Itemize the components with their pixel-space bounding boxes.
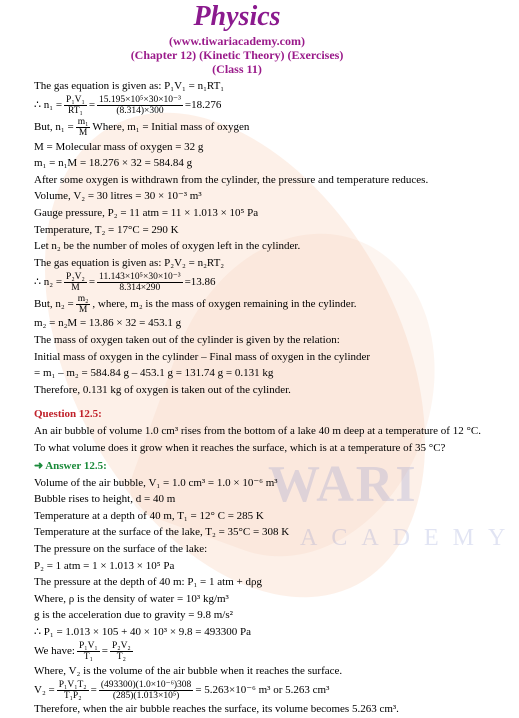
- denominator: T₂: [116, 652, 126, 663]
- text-line: M = Molecular mass of oxygen = 32 g: [34, 140, 204, 153]
- fraction: [110, 641, 133, 662]
- fraction: [57, 680, 89, 701]
- arrow-right-icon: ➜: [34, 460, 44, 473]
- denominator: (285)(1.013×10⁵): [112, 690, 180, 701]
- numerator: P₂V₂: [66, 271, 85, 282]
- formula-n2: [34, 271, 454, 293]
- formula-lhs: We have:: [34, 645, 75, 658]
- text-line: Bubble rises to height, d = 40 m: [34, 493, 176, 506]
- fraction: [97, 95, 183, 116]
- result: =18.276: [184, 99, 222, 112]
- denominator: 8.314×290: [119, 282, 161, 293]
- numerator: 11.143×10⁵×30×10⁻³: [99, 271, 181, 282]
- result: =13.86: [184, 276, 216, 289]
- page-title: Physics: [193, 1, 281, 32]
- denominator: M: [78, 304, 88, 315]
- text-line: The mass of oxygen taken out of the cylinder is given by the relation:: [34, 333, 340, 346]
- question-text: To what volume does it grow when it reaches the surface, which is at a temperature of 35 °C?: [34, 441, 446, 454]
- denominator: T₁P₂: [63, 690, 82, 701]
- text-line: The pressure at the depth of 40 m: P₁ = 1 atm + dρg: [34, 576, 262, 589]
- formula-gas-law: [34, 641, 454, 663]
- formula-mass-2: [34, 293, 454, 315]
- text-line: m₂ = n₂M = 13.86 × 32 = 453.1 g: [34, 317, 182, 330]
- denominator: M: [71, 282, 80, 293]
- fraction: [97, 272, 183, 293]
- watermark-subtext: ACADEMY: [300, 525, 519, 551]
- site-link[interactable]: (www.tiwariacademy.com): [169, 34, 305, 48]
- text-line: The gas equation is given as: P₂V₂ = n₂RT₂: [34, 256, 225, 269]
- text-line: Let n₂ be the number of moles of oxygen left in the cylinder.: [34, 240, 301, 253]
- formula-n1: [34, 95, 454, 117]
- equals: =: [90, 683, 97, 696]
- denominator: RT₁: [67, 106, 83, 117]
- numerator: m₂: [77, 293, 89, 304]
- text-line: g is the acceleration due to gravity = 9.8 m/s²: [34, 609, 233, 622]
- equals: =: [101, 645, 108, 658]
- text-line: Temperature at a depth of 40 m, T₁ = 12° C = 285 K: [34, 509, 264, 522]
- fraction: [76, 294, 91, 315]
- text-line: Temperature at the surface of the lake, T₂ = 35°C = 308 K: [34, 526, 290, 539]
- numerator: m₁: [77, 117, 89, 128]
- answer-label: Answer 12.5:: [45, 460, 107, 473]
- text-line: The pressure on the surface of the lake:: [34, 543, 208, 556]
- numerator: P₁V₁T₂: [58, 679, 87, 690]
- text-line: Therefore, when the air bubble reaches the surface, its volume becomes 5.263 cm³.: [34, 703, 399, 716]
- text-span: , where, m₂ is the mass of oxygen remaining in the cylinder.: [92, 298, 357, 311]
- text-line: ∴ P₁ = 1.013 × 105 + 40 × 10³ × 9.8 = 493300 Pa: [34, 626, 251, 639]
- denominator: T₁: [83, 652, 93, 663]
- text-line: Temperature, T₂ = 17°C = 290 K: [34, 223, 179, 236]
- numerator: P₁V₁: [78, 641, 98, 652]
- denominator: (8.314)×300: [116, 106, 164, 117]
- numerator: P₂V₂: [111, 641, 131, 652]
- fraction: [76, 117, 91, 138]
- formula-lhs: V₂ =: [34, 683, 55, 696]
- denominator: M: [78, 128, 88, 139]
- text-span: Where, m₁ = Initial mass of oxygen: [92, 121, 250, 134]
- numerator: (493300)(1.0×10⁻⁶)308: [100, 679, 192, 690]
- text-line: = m₁ – m₂ = 584.84 g – 453.1 g = 131.74 g = 0.131 kg: [34, 367, 274, 380]
- formula-lhs: ∴ n₂ =: [34, 276, 63, 289]
- fraction: [77, 641, 100, 662]
- question-text: An air bubble of volume 1.0 cm³ rises from the bottom of a lake 40 m deep at a temperature of 12 °C.: [34, 424, 481, 437]
- document-body: [34, 78, 481, 718]
- class-label: (Class 11): [212, 62, 262, 76]
- result: = 5.263×10⁻⁶ m³ or 5.263 cm³: [195, 683, 330, 696]
- answer-heading: [34, 458, 454, 475]
- formula-lhs: ∴ n₁ =: [34, 99, 63, 112]
- text-line: Gauge pressure, P₂ = 11 atm = 11 × 1.013 × 10⁵ Pa: [34, 206, 259, 219]
- fraction: [64, 95, 87, 116]
- numerator: P₁V₁: [66, 95, 85, 106]
- formula-lhs: But, n₁ =: [34, 121, 74, 134]
- numerator: 15.195×10⁵×30×10⁻³: [99, 95, 181, 106]
- page-header: [0, 0, 474, 76]
- formula-v2: [34, 679, 454, 701]
- text-line: The gas equation is given as: P₁V₁ = n₁RT₁: [34, 80, 225, 92]
- text-line: Volume, V₂ = 30 litres = 30 × 10⁻³ m³: [34, 190, 202, 203]
- watermark-text: WARI: [268, 456, 418, 513]
- formula-lhs: But, n₂ =: [34, 298, 74, 311]
- question-label: Question 12.5:: [34, 408, 102, 421]
- text-line: Where, V₂ is the volume of the air bubble when it reaches the surface.: [34, 664, 343, 677]
- text-line: Where, ρ is the density of water = 10³ kg/m³: [34, 592, 229, 605]
- text-line: After some oxygen is withdrawn from the cylinder, the pressure and temperature reduces.: [34, 173, 429, 186]
- text-line: P₂ = 1 atm = 1 × 1.013 × 10⁵ Pa: [34, 559, 175, 572]
- text-line: Therefore, 0.131 kg of oxygen is taken out of the cylinder.: [34, 383, 291, 396]
- chapter-label: (Chapter 12) (Kinetic Theory) (Exercises): [130, 48, 344, 62]
- text-line: m₁ = n₁M = 18.276 × 32 = 584.84 g: [34, 157, 193, 170]
- equals: =: [88, 276, 96, 289]
- equals: =: [88, 99, 96, 112]
- formula-mass: [34, 117, 454, 139]
- text-line: Volume of the air bubble, V₁ = 1.0 cm³ = 1.0 × 10⁻⁶ m³: [34, 476, 278, 489]
- fraction: [64, 272, 87, 293]
- text-line: Initial mass of oxygen in the cylinder – Final mass of oxygen in the cylinder: [34, 350, 371, 363]
- fraction: [99, 680, 193, 701]
